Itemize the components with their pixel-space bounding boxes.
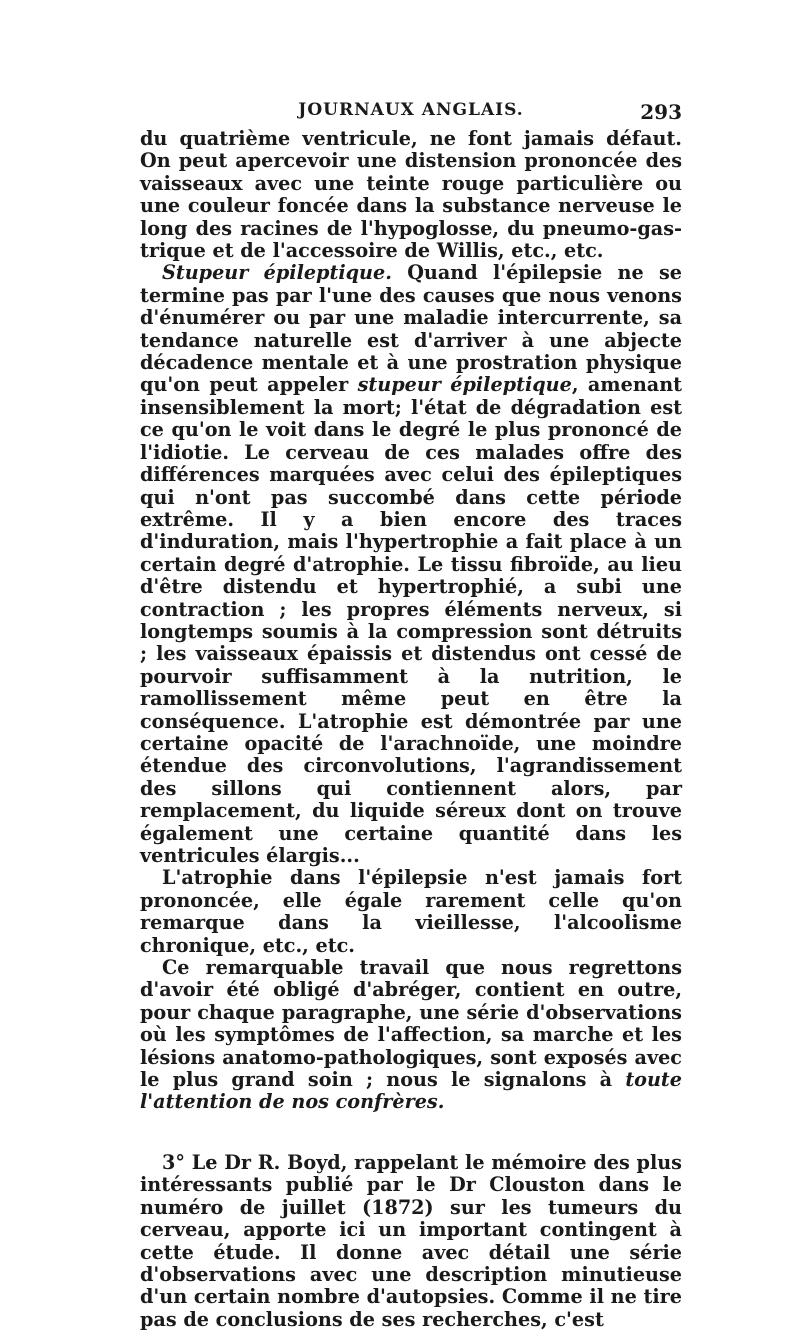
- paragraph-3: L'atrophie dans l'épilepsie n'est jamais fort prononcée, elle égale rarement celle qu'on remarque dans la vieillesse, l'alcoolisme chronique, etc., etc.: [140, 866, 682, 957]
- paragraph-gap: [140, 1114, 682, 1152]
- paragraph-5: 3° Le Dr R. Boyd, rappelant le mémoire des plus intéressants publié par le Dr Clouston dans le numéro de juillet (1872) sur les tumeurs du cerveau, apporte ici un important contingent à cette étude. Il donne avec détail une série d'observations avec une description minutieuse d'un certain nombre d'autopsies. Comme il ne tire pas de conclusions de ses recherches, c'est: [140, 1150, 682, 1331]
- paragraph-4-italic: toute l'attention de nos confrères.: [140, 1068, 682, 1114]
- body-text: [140, 128, 682, 1331]
- paragraph-2: [140, 262, 682, 867]
- paragraph-2-rest: , amenant insensiblement la mort; l'état de dégradation est ce qu'on le voit dans le degré le plus prononcé de l'idiotie. Le cerveau de ces malades offre des différences marquées avec celui des épileptiques qui n'ont pas succombé dans cette période extrême. Il y a bien encore des traces d'induration, mais l'hypertrophie a fait place à un certain degré d'atrophie. Le tissu fibroïde, au lieu d'être distendu et hypertrophié, a subi une contraction ; les propres éléments nerveux, si longtemps soumis à la compression sont détruits ; les vaisseaux épaissis et distendus ont cessé de pourvoir suffisamment à la nutrition, le ramollissement même peut en être la conséquence. L'atrophie est démontrée par une certaine opacité de l'arachnoïde, une moindre étendue des circonvolutions, l'agrandissement des sillons qui contiennent alors, par remplacement, du liquide séreux dont on trouve également une certaine quantité dans les ventricules élargis...: [140, 373, 683, 867]
- page-number: 293: [640, 100, 682, 124]
- paragraph-4: [140, 957, 682, 1114]
- section-title: Stupeur épileptique.: [162, 261, 392, 285]
- italic-term: stupeur épileptique: [357, 373, 572, 397]
- paragraph-2-body: Quand l'épilepsie ne se termine pas par l'une des causes que nous venons d'énumérer ou par une maladie intercurrente, sa tendance naturelle est d'arriver à une abjecte décadence mentale et à une prostration physique qu'on peut appeler: [140, 261, 683, 397]
- running-head: JOURNAUX ANGLAIS.: [298, 100, 524, 120]
- paragraph-4-body: Ce remarquable travail que nous regrettons d'avoir été obligé d'abréger, contient en outre, pour chaque paragraphe, une série d'observations où les symptômes de l'affection, sa marche et les lésions anatomo-pathologiques, sont exposés avec le plus grand soin ; nous le signalons à: [140, 956, 682, 1092]
- page-header: [140, 100, 682, 130]
- paragraph-1: du quatrième ventricule, ne font jamais défaut. On peut apercevoir une distension prononcée des vaisseaux avec une teinte rouge particulière ou une couleur foncée dans la substance nerveuse le long des racines de l'hypoglosse, du pneumo-gastrique et de l'accessoire de Willis, etc., etc.: [140, 127, 682, 263]
